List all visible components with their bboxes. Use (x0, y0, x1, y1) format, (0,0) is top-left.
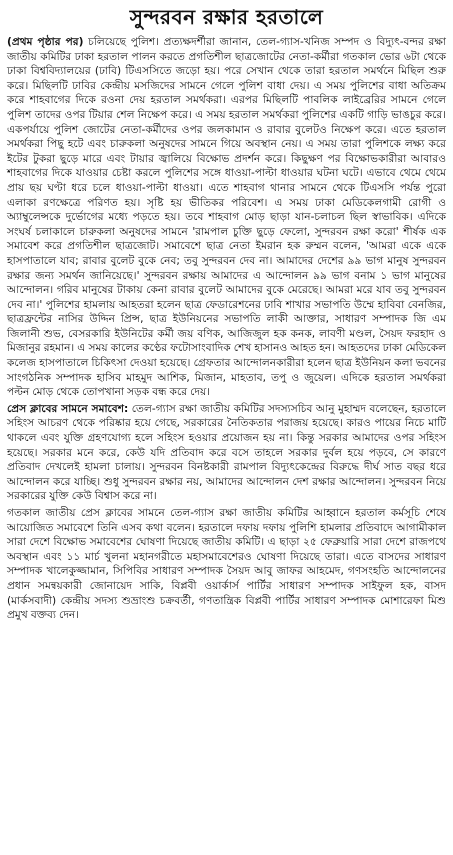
article-paragraph-1 (7, 35, 446, 400)
paragraph-2-text: তেল-গ্যাস রক্ষা জাতীয় কমিটির সদস্যসচিব আনু মুহাম্মদ বলেছেন, হরতালে সহিংস আচরণ থেকে পরিষ্কার হয়ে গেছে, সরকারের নৈতিকতার পরাজয় হয়েছে। কারও পায়ের নিচে মাটি থাকলে এবং যুক্তি গ্রহণযোগ্য হলে সহিংস হওয়ার প্রয়োজন হয় না। কিন্তু সরকার আমাদের ওপর সহিংস হয়েছে। সরকার মনে করে, কেউ যদি প্রতিবাদ করে বসে তাহলে সরকার দুর্বল হয়ে পড়বে, সে কারণে প্রতিবাদ দেখলেই হামলা চালায়। সুন্দরবন বিনষ্টকারী রামপাল বিদ্যুৎকেন্দ্রের বিরুদ্ধে দীর্ঘ সাত বছর ধরে আন্দোলন করে যাচ্ছি। শুধু সুন্দরবন রক্ষার নয়, আমাদের আন্দোলন দেশ রক্ষার আন্দোলন। সুন্দরবন নিয়ে সরকারের যুক্তি কেউ বিশ্বাস করে না। (7, 402, 447, 503)
article-headline: সুন্দরবন রক্ষার হরতালে (129, 5, 324, 29)
article-paragraph-2 (7, 402, 446, 504)
continuation-marker: (প্রথম পৃষ্ঠার পর) (7, 36, 84, 48)
paragraph-1-text: চলিয়েছে পুলিশ। প্রত্যক্ষদর্শীরা জানান, তেল-গ্যাস-খনিজ সম্পদ ও বিদ্যুৎ-বন্দর রক্ষা জাতীয় কমিটির ঢাকা হরতাল পালন করতে প্রগতিশীল ছাত্রজোটের নেতা-কর্মীরা গতকাল ভোর ৬টা থেকে ঢাকা বিশ্ববিদ্যালয়ের (ঢাবি) টিএসসিতে জড়ো হয়। পরে সেখান থেকে তারা হরতাল সমর্থনে মিছিল শুরু করে। মিছিলটি ঢাবির কেন্দ্রীয় মসজিদের সামনে গেলে পুলিশ বাধা দেয়। এ সময় পুলিশের বাধা অতিক্রম করে শাহবাগের দিকে রওনা দেয় হরতাল সমর্থকরা। এরপর মিছিলটি পাবলিক লাইব্রেরির সামনে গেলে পুলিশ তাদের ওপর টিয়ার শেল নিক্ষেপ করে। এ সময় হরতাল সমর্থকরা পুলিশের একটি গাড়ি ভাঙচুর করে। একপর্যায়ে পুলিশ জোটের নেতা-কর্মীদের ওপর জলকামান ও রাবার বুলেটও নিক্ষেপ করে। এতে হরতাল সমর্থকরা পিছু হটে এবং চারুকলা অনুষদের সামনে গিয়ে অবস্থান নেয়। এ সময় তারা পুলিশকে লক্ষ্য করে ইটের টুকরা ছুড়ে মারে এবং টায়ার জ্বালিয়ে বিক্ষোভ প্রদর্শন করে। কিছুক্ষণ পর বিক্ষোভকারীরা আবারও শাহবাগের দিকে যাওয়ার চেষ্টা করলে পুলিশের সঙ্গে ধাওয়া-পাল্টা ধাওয়ার ঘটনা ঘটে। এভাবে থেমে থেমে প্রায় ছয় ঘণ্টা ধরে চলে ধাওয়া-পাল্টা ধাওয়া। এতে শাহবাগ থানার সামনে থেকে টিএসসি পর্যন্ত পুরো এলাকা রণক্ষেত্রে পরিণত হয়। সৃষ্টি হয় ভীতিকর পরিবেশ। এ সময় ঢাকা মেডিকেলগামী রোগী ও অ্যাম্বুলেন্সকে দুর্ভোগের মধ্যে পড়তে হয়। তবে শাহবাগ মোড় ছাড়া যান-চলাচল ছিল স্বাভাবিক। এদিকে সংঘর্ষ চলাকালে চারুকলা অনুষদের সামনে 'রামপাল চুক্তি ছুড়ে ফেলো, সুন্দরবন রক্ষা করো' শীর্ষক এক সমাবেশ করে প্রগতিশীল ছাত্রজোট। সমাবেশে ছাত্র নেতা ইমরান হক রুম্মন বলেন, 'আমরা একে একে হাসপাতালে যাব; রাবার বুলেট বুকে নেব; তবু সুন্দরবন দেব না। আমাদের দেশের ৯৯ ভাগ মানুষ সুন্দরবন রক্ষার জন্য সমর্থন জানিয়েছে।' সুন্দরবন রক্ষায় আমাদের এ আন্দোলন ৯৯ ভাগ বনাম ১ ভাগ মানুষের আন্দোলন। গরিব মানুষের টাকায় কেনা রাবার বুলেট আমাদের বুকে মেরেছে। আমরা মরে যাব তবু সুন্দরবন দেব না।' পুলিশের হামলায় আহতরা হলেন ছাত্র ফেডারেশনের ঢাবি শাখার সভাপতি উম্মে হাবিবা বেনজির, ছাত্রফ্রন্টের নাসির উদ্দিন প্রিন্স, ছাত্র ইউনিয়নের সভাপতি লাকী আক্তার, সাধারণ সম্পাদক জি এম জিলানী শুভ, বেসরকারি ইউনিটের কর্মী জয় বণিক, আজিজুল হক কনক, লাবণী মণ্ডল, সৈয়দ ফরহাদ ও মিজানুর রহমান। এ সময় কালের কণ্ঠের ফটোসাংবাদিক শেখ হাসানও আহত হন। আহতদের ঢাকা মেডিকেল কলেজ হাসপাতালে চিকিৎসা দেওয়া হয়েছে। গ্রেফতার আন্দোলনকারীরা হলেন ছাত্র ইউনিয়ন কলা ভবনের সাংগঠনিক সম্পাদক হাসিব মাহমুদ আশিক, মিজান, মাহতাব, তপু ও জুয়েল। এদিকে হরতাল সমর্থকরা পল্টন মোড় থেকে তোপখানা সড়ক বন্ধ করে দেয়। (7, 36, 447, 399)
paragraph-3-text: গতকাল জাতীয় প্রেস ক্লাবের সামনে তেল-গ্যাস রক্ষা জাতীয় কমিটির আহ্বানে হরতাল কর্মসূচি শেষে আয়োজিত সমাবেশে তিনি এসব কথা বলেন। হরতালে দফায় দফায় পুলিশি হামলার প্রতিবাদে আগামীকাল সারা দেশে বিক্ষোভ সমাবেশের ঘোষণা দিয়েছে জাতীয় কমিটি। এ ছাড়া ২৫ ফেব্রুয়ারি সারা দেশে রাজপথে অবস্থান এবং ১১ মার্চ খুলনা মহানগরীতে মহাসমাবেশেরও ঘোষণা দিয়েছে তারা। এতে বাসদের সাধারণ সম্পাদক খালেকুজ্জামান, সিপিবির সাধারণ সম্পাদক সৈয়দ আবু জাফর আহমেদ, গণসংহতি আন্দোলনের প্রধান সমন্বয়কারী জোনায়েদ সাকি, বিপ্লবী ওয়ার্কার্স পার্টির সাধারণ সম্পাদক সাইফুল হক, বাসদ (মার্কসবাদী) কেন্দ্রীয় সদস্য শুভ্রাংশু চক্রবর্তী, গণতান্ত্রিক বিপ্লবী পার্টির সাধারণ সম্পাদক মোশারেফা মিশু প্রমুখ বক্তব্য দেন। (7, 507, 446, 622)
article-paragraph-3 (7, 506, 446, 623)
subheading-press-club-rally: প্রেস ক্লাবের সামনে সমাবেশ: (7, 402, 129, 415)
